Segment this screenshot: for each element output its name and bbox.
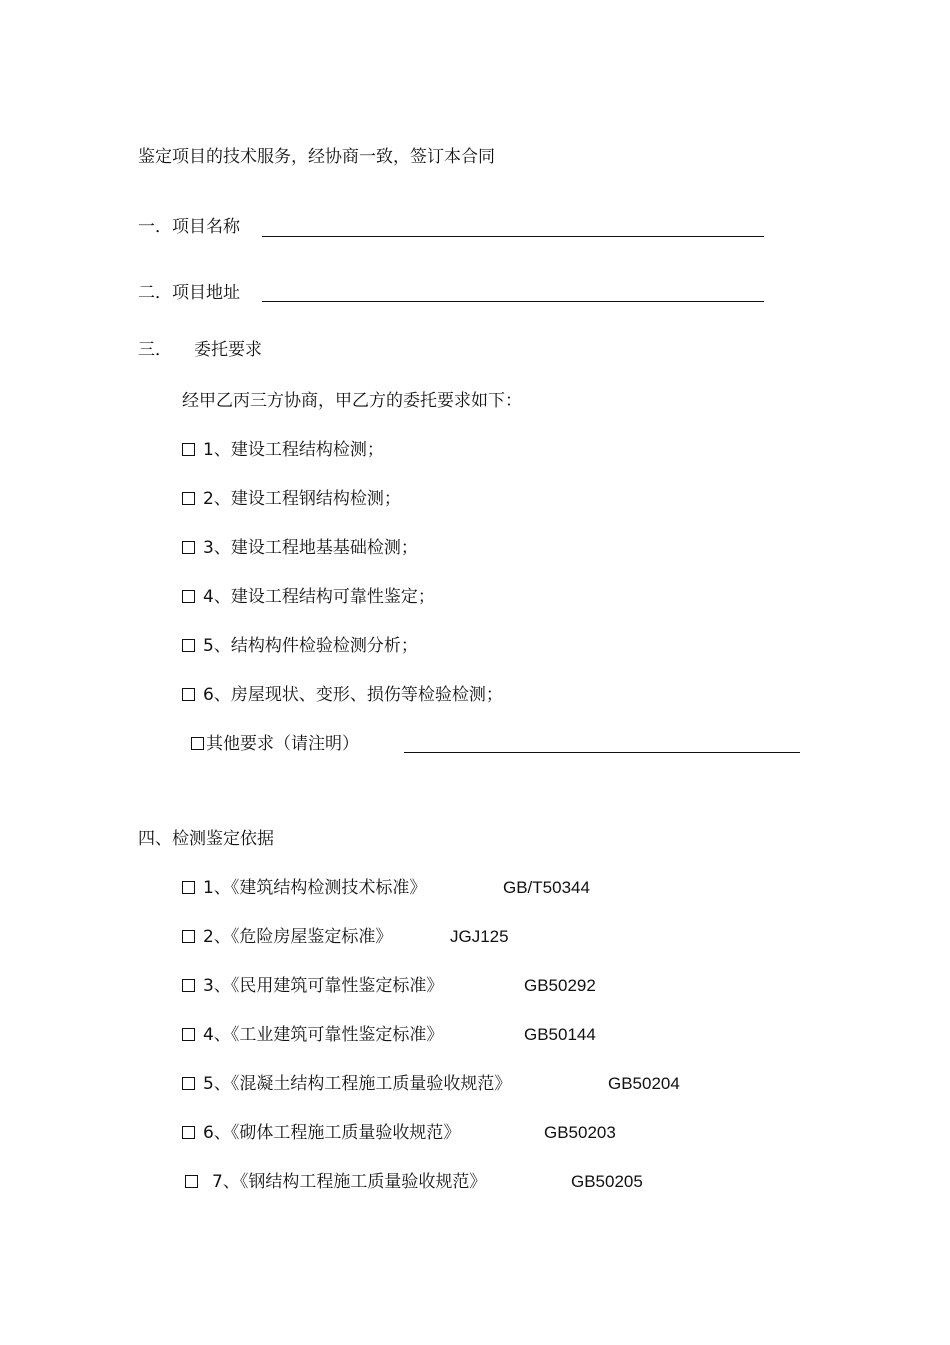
standard-code: GB50203	[544, 1123, 616, 1142]
standard-item	[182, 1073, 511, 1095]
standard-code: GB50292	[524, 976, 596, 995]
standard-title: 6、《砌体工程施工质量验收规范》	[203, 1123, 461, 1143]
checkbox[interactable]	[182, 688, 195, 701]
standard-item	[185, 1171, 486, 1193]
standard-item	[182, 926, 392, 948]
requirement-label: 4、建设工程结构可靠性鉴定；	[203, 587, 435, 607]
requirement-item	[182, 635, 418, 657]
section4-heading: 四、检测鉴定依据	[138, 829, 274, 849]
checkbox[interactable]	[191, 737, 204, 750]
other-requirement-field[interactable]	[404, 752, 800, 753]
requirement-label: 5、结构构件检验检测分析；	[203, 636, 418, 656]
requirement-item	[182, 537, 418, 559]
checkbox[interactable]	[182, 639, 195, 652]
standard-code: JGJ125	[450, 927, 509, 946]
standard-title: 3、《民用建筑可靠性鉴定标准》	[203, 976, 444, 996]
standard-item	[182, 1024, 443, 1046]
standard-code: GB50144	[524, 1025, 596, 1044]
other-requirement-item	[191, 733, 359, 755]
standard-code: GB50204	[608, 1074, 680, 1093]
project-address-field[interactable]	[262, 301, 764, 302]
standard-code: GB/T50344	[503, 878, 590, 897]
standard-item	[182, 975, 443, 997]
requirement-label: 2、建设工程钢结构检测；	[203, 489, 401, 509]
section3-number: 三．	[138, 340, 172, 360]
checkbox[interactable]	[185, 1175, 198, 1188]
checkbox[interactable]	[182, 492, 195, 505]
project-name-field[interactable]	[262, 236, 764, 237]
requirement-label: 3、建设工程地基基础检测；	[203, 538, 418, 558]
standard-title: 2、《危险房屋鉴定标准》	[203, 927, 393, 947]
standard-item	[182, 877, 426, 899]
requirement-item	[182, 586, 435, 608]
checkbox[interactable]	[182, 590, 195, 603]
checkbox[interactable]	[182, 930, 195, 943]
other-requirement-label: 其他要求（请注明）	[206, 734, 359, 754]
checkbox[interactable]	[182, 541, 195, 554]
standard-code: GB50205	[571, 1172, 643, 1191]
standard-title: 4、《工业建筑可靠性鉴定标准》	[203, 1025, 444, 1045]
checkbox[interactable]	[182, 979, 195, 992]
intro-text: 鉴定项目的技术服务，经协商一致，签订本合同	[138, 147, 495, 167]
project-name-label: 一．项目名称	[138, 217, 240, 237]
requirement-item	[182, 439, 384, 461]
checkbox[interactable]	[182, 881, 195, 894]
section3-intro: 经甲乙丙三方协商，甲乙方的委托要求如下：	[182, 391, 522, 411]
project-address-label: 二．项目地址	[138, 283, 240, 303]
standard-item	[182, 1122, 460, 1144]
section3-heading: 委托要求	[194, 340, 262, 360]
checkbox[interactable]	[182, 1028, 195, 1041]
requirement-item	[182, 684, 503, 706]
checkbox[interactable]	[182, 1077, 195, 1090]
requirement-label: 1、建设工程结构检测；	[203, 440, 384, 460]
requirement-label: 6、房屋现状、变形、损伤等检验检测；	[203, 685, 503, 705]
standard-title: 1、《建筑结构检测技术标准》	[203, 878, 427, 898]
checkbox[interactable]	[182, 443, 195, 456]
requirement-item	[182, 488, 401, 510]
standard-title: 5、《混凝土结构工程施工质量验收规范》	[203, 1074, 512, 1094]
checkbox[interactable]	[182, 1126, 195, 1139]
standard-title: 7、《钢结构工程施工质量验收规范》	[212, 1172, 487, 1192]
